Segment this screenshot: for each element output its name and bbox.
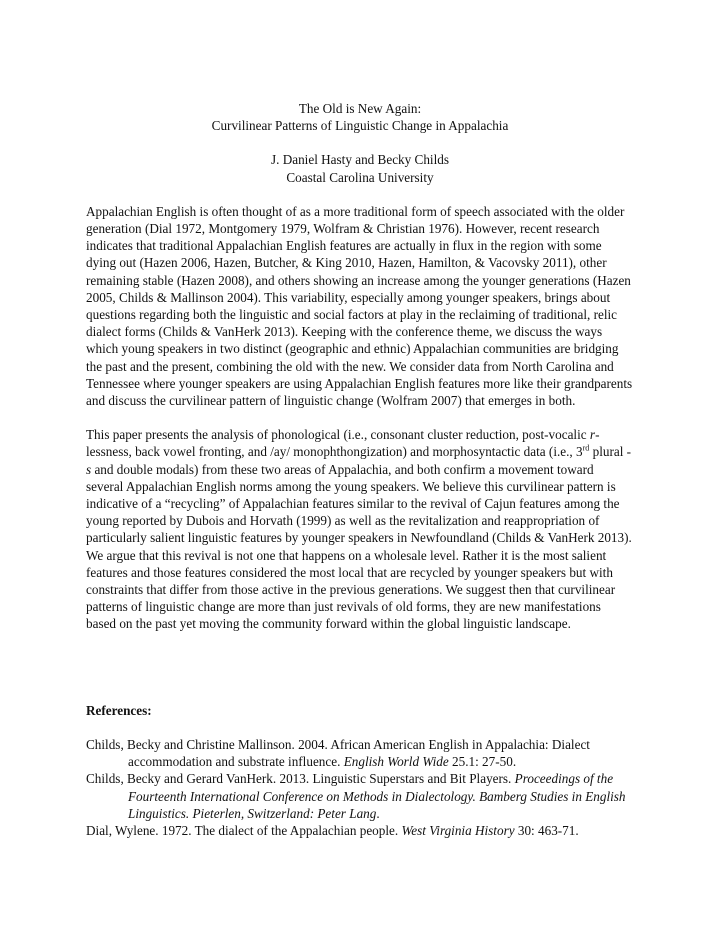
paragraph-2-s-italic: -s	[86, 444, 632, 477]
reference-after: 25.1: 27-50.	[448, 754, 517, 770]
reference-item	[86, 822, 634, 839]
reference-italic: West Virginia History	[401, 822, 515, 838]
paragraph-2-part-4: and double modals) from these two areas of Appalachia, and both confirm a movement toward several Appalachian English norms among the young speakers. We believe this curvilinear pattern is indicative of a “recycling” of Appalachian features similar to the revival of Cajun features among the young reported by Dubois and Horvath (1999) as well as the revitalization and reappropriation of particularly salient linguistic features by younger speakers in Newfoundland (Childs & VanHerk 2013). We argue that this revival is not one that happens on a wholesale level. Rather it is the most salient features and those features considered the most local that are recycled by younger speakers but with constraints that differ from those active in the previous generations. We suggest then that curvilinear patterns of linguistic change are more than just revivals of old forms, they are new manifestations based on the past yet moving the community forward within the global linguistic landscape.	[86, 461, 632, 632]
reference-italic: English World Wide	[343, 754, 449, 770]
affiliation: Coastal Carolina University	[286, 169, 434, 185]
title-line-1: The Old is New Again:	[298, 101, 422, 116]
paragraph-2-r-italic: r	[589, 427, 596, 443]
author-block	[86, 151, 634, 185]
paragraph-2-superscript: rd	[582, 444, 590, 454]
abstract-paragraph-1: Appalachian English is often thought of as a more traditional form of speech associated with the older generation (Dial 1972, Montgomery 1979, Wolfram & Christian 1976). However, recent research indicates that traditional Appalachian English features are actually in flux in the region with some dying out (Hazen 2006, Hazen, Butcher, & King 2010, Hazen, Hamilton, & Vacovsky 2011), other remaining stable (Hazen 2008), and others showing an increase among the younger generations (Hazen 2005, Childs & Mallinson 2004). This variability, especially among younger speakers, brings about questions regarding both the linguistic and social factors at play in the reclaiming of traditional, relic dialect forms (Childs & VanHerk 2013). Keeping with the conference theme, we discuss the ways which young speakers in two distinct (geographic and ethnic) Appalachian communities are bridging the past and the present, combining the old with the new. We consider data from North Carolina and Tennessee where younger speakers are using Appalachian English features more like their grandparents and discuss the curvilinear pattern of linguistic change (Wolfram 2007) that emerges in both.	[86, 203, 633, 409]
reference-item	[86, 770, 634, 822]
reference-text: Dial, Wylene. 1972. The dialect of the Appalachian people.	[86, 822, 402, 838]
abstract-paragraph-2	[86, 426, 634, 632]
references-list	[86, 736, 634, 839]
paragraph-2-part-3: plural	[589, 444, 627, 460]
paragraph-2-part-1: This paper presents the analysis of phonological (i.e., consonant cluster reduction, post-vocalic	[86, 427, 590, 443]
reference-after: 30: 463-71.	[514, 822, 579, 838]
title-line-2: Curvilinear Patterns of Linguistic Change in Appalachia	[211, 118, 509, 134]
document-page	[86, 100, 634, 839]
title-block	[86, 100, 634, 134]
reference-italic: Proceedings of the Fourteenth International Conference on Methods in Dialectology. Bamberg Studies in English Linguistics. Pieterlen, Switzerland: Peter Lang	[128, 771, 626, 821]
reference-after: .	[376, 805, 380, 821]
authors: J. Daniel Hasty and Becky Childs	[270, 152, 449, 168]
reference-text: Childs, Becky and Gerard VanHerk. 2013. Linguistic Superstars and Bit Players.	[86, 771, 515, 787]
references-heading: References:	[86, 702, 152, 718]
reference-text: Childs, Becky and Christine Mallinson. 2004. African American English in Appalachia: Dialect accommodation and substrate influence.	[86, 736, 590, 770]
reference-item	[86, 736, 634, 770]
paragraph-2-part-2: -lessness, back vowel fronting, and /ay/ monophthongization) and morphosyntactic data (i.e., 3	[86, 427, 600, 460]
